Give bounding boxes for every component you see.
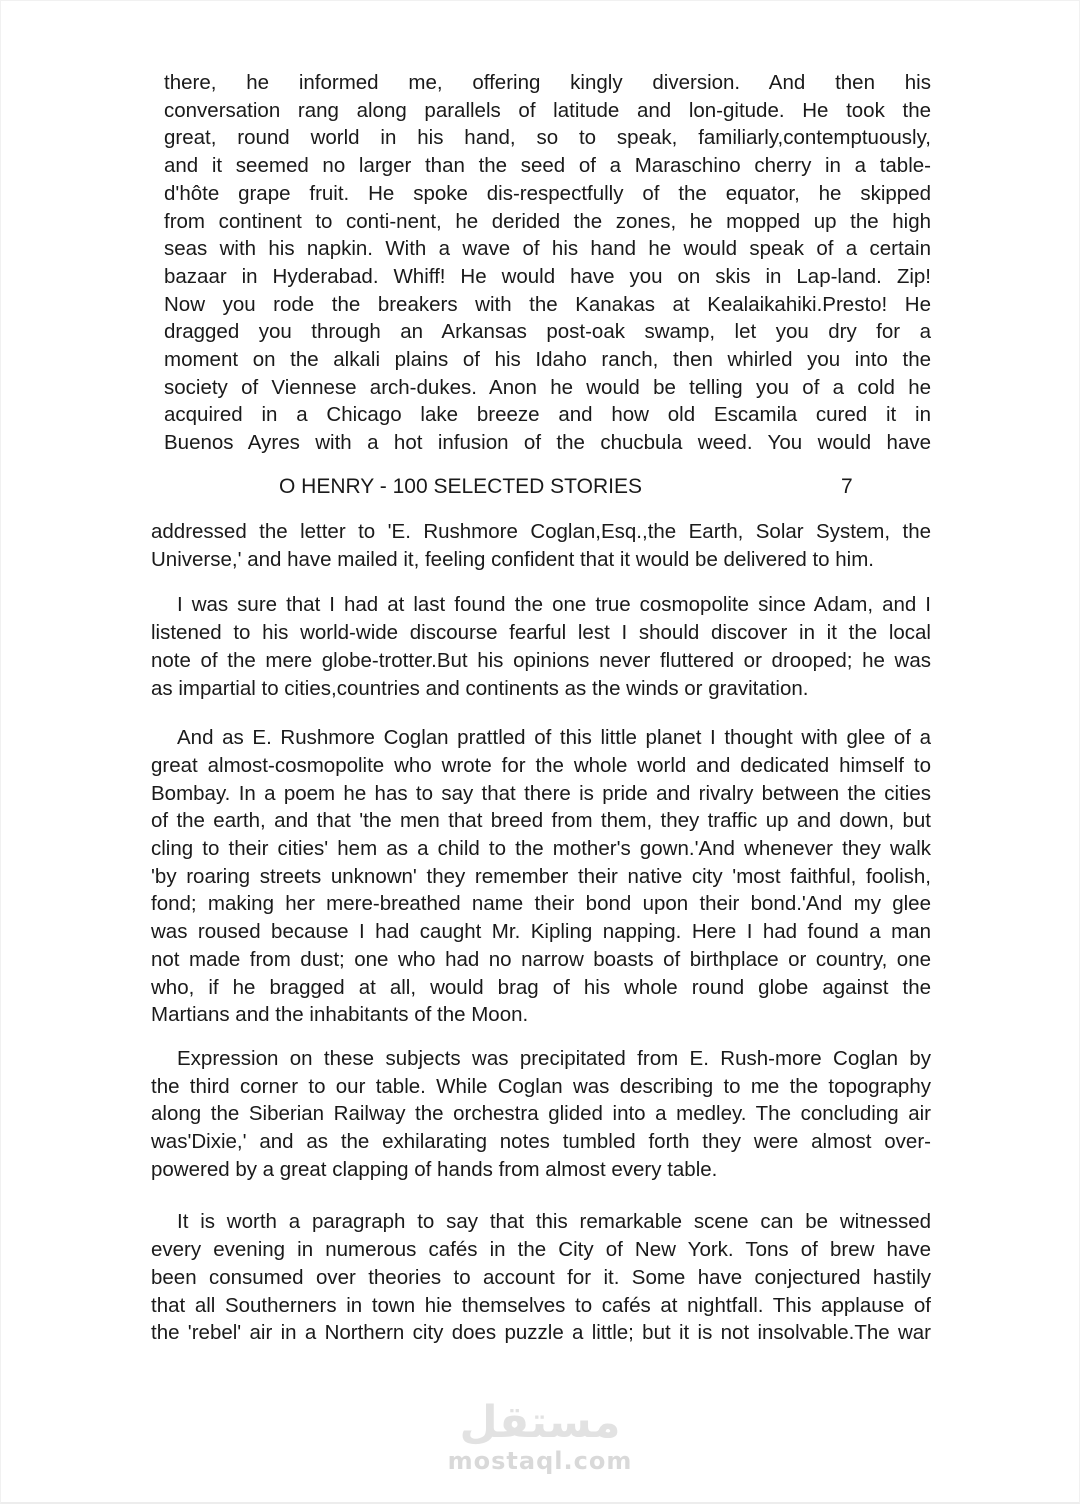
text-line: Bombay. In a poem he has to say that there is pride and rivalry between the cities [151,781,931,805]
text-line: from continent to conti-nent, he derided the zones, he mopped up the high [164,209,931,233]
paragraph [151,1045,931,1184]
text-line: And as E. Rushmore Coglan prattled of this little planet I thought with glee of a [177,726,931,750]
page-number: 7 [841,475,853,498]
text-line: great, round world in his hand, so to speak, familiarly,contemptuously, [164,126,931,150]
text-line: there, he informed me, offering kingly diversion. And then his [164,71,931,94]
text-line: seas with his napkin. With a wave of his hand he would speak of a certain [164,237,931,261]
text-line: been consumed over theories to account for it. Some have conjectured hastily [151,1265,931,1289]
text-line: as impartial to cities,countries and continents as the winds or gravitation. [151,676,809,700]
running-header [1,473,1079,501]
text-line: the 'rebel' air in a Northern city does puzzle a little; but it is not insolvable.The war [151,1321,931,1345]
watermark-logo: مستقل [459,1397,621,1448]
text-line: It is worth a paragraph to say that this remarkable scene can be witnessed [177,1210,931,1234]
text-line: fond; making her mere-breathed name their bond upon their bond.'And my glee [151,892,931,916]
paragraph [151,591,931,702]
text-line: listened to his world-wide discourse fearful lest I should discover in it the local [151,621,931,645]
text-line: bazaar in Hyderabad. Whiff! He would have you on skis in Lap-land. Zip! [164,264,931,288]
text-line: addressed the letter to 'E. Rushmore Coglan,Esq.,the Earth, Solar System, the [151,520,931,543]
text-line: moment on the alkali plains of his Idaho ranch, then whirled you into the [164,348,931,372]
text-line: 'by roaring streets unknown' they remember their native city 'most faithful, foolish, [151,864,931,888]
text-line: was'Dixie,' and as the exhilarating notes tumbled forth they were almost over- [151,1130,931,1154]
book-title: O HENRY - 100 SELECTED STORIES [279,475,642,498]
paragraph [151,724,931,1029]
text-line: the third corner to our table. While Coglan was describing to me the topography [151,1074,931,1098]
text-line: note of the mere globe-trotter.But his opinions never fluttered or drooped; he was [151,648,931,672]
text-line: cling to their cities' hem as a child to the mother's gown.'And whenever they walk [151,837,931,861]
text-line: was roused because I had caught Mr. Kipling napping. Here I had found a man [151,920,931,944]
text-line: who, if he bragged at all, would brag of his whole round globe against the [151,975,931,999]
text-line: not made from dust; one who had no narrow boasts of birthplace or country, one [151,947,931,971]
text-line: acquired in a Chicago lake breeze and how old Escamila cured it in [164,403,931,427]
text-line: dragged you through an Arkansas post-oak swamp, let you dry for a [164,320,931,344]
paragraph-continuation [151,518,931,573]
text-line: d'hôte grape fruit. He spoke dis-respectfully of the equator, he skipped [164,181,931,205]
text-line: every evening in numerous cafés in the City of New York. Tons of brew have [151,1238,931,1262]
text-line: conversation rang along parallels of latitude and lon-gitude. He took the [164,98,931,122]
text-line: Buenos Ayres with a hot infusion of the chucbula weed. You would have [164,431,931,455]
previous-page-text-fragment [164,69,931,457]
paragraph [151,1208,931,1347]
text-line: that all Southerners in town hie themselves to cafés at nightfall. This applause of [151,1293,931,1317]
text-line: Universe,' and have mailed it, feeling confident that it would be delivered to him. [151,547,874,571]
text-line: of the earth, and that 'the men that breed from them, they traffic up and down, but [151,809,931,833]
page-body [151,518,931,1347]
text-line: Now you rode the breakers with the Kanakas at Kealaikahiki.Presto! He [164,292,931,316]
watermark-domain-text: mostaql.com [447,1447,633,1475]
text-line: society of Viennese arch-dukes. Anon he would be telling you of a cold he [164,375,931,399]
text-line: great almost-cosmopolite who wrote for the whole world and dedicated himself to [151,753,931,777]
text-line: powered by a great clapping of hands from almost every table. [151,1157,718,1181]
text-line: Expression on these subjects was precipitated from E. Rush-more Coglan by [177,1046,931,1070]
text-line: along the Siberian Railway the orchestra glided into a medley. The concluding air [151,1102,931,1126]
text-line: I was sure that I had at last found the one true cosmopolite since Adam, and I [177,593,931,617]
text-line: and it seemed no larger than the seed of a Maraschino cherry in a table- [164,154,931,178]
text-line: Martians and the inhabitants of the Moon. [151,1003,529,1027]
